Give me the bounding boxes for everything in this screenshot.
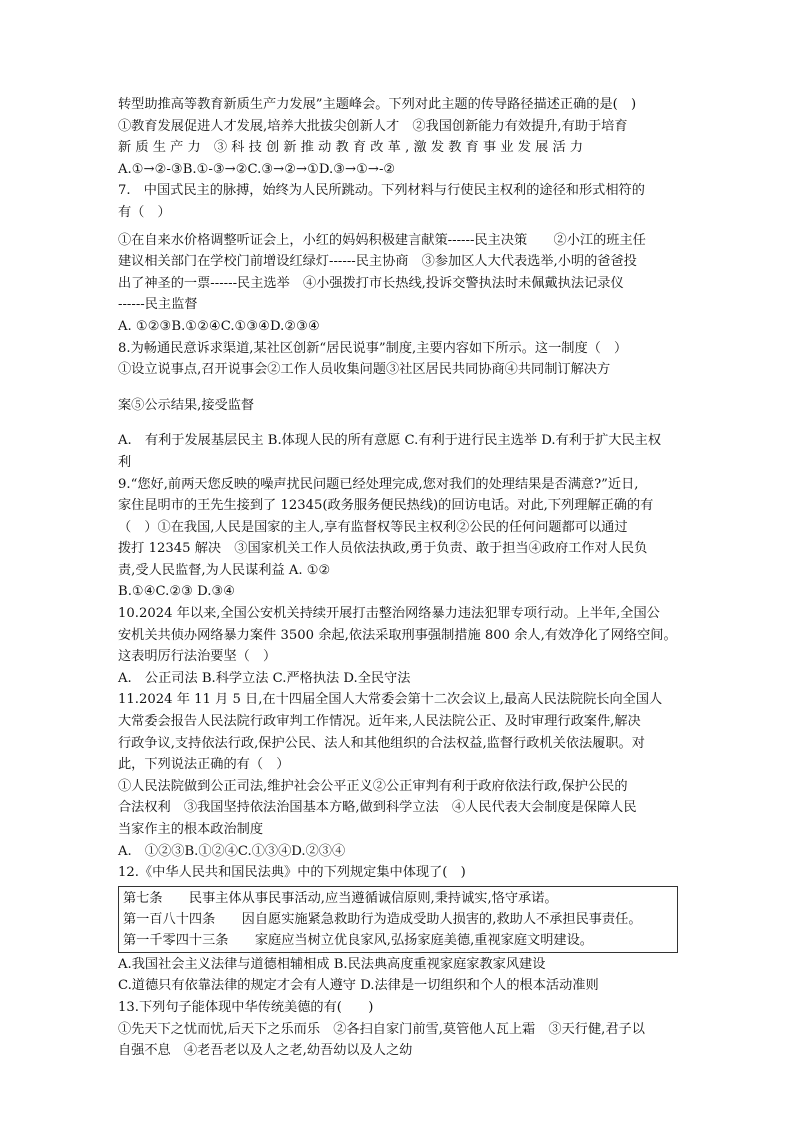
q9-option-line: （ ）①在我国,人民是国家的主人,享有监督权等民主权利②公民的任何问题都可以通过 bbox=[118, 519, 628, 535]
q8-option-line: 案⑤公示结果,接受监督 bbox=[118, 397, 255, 413]
q13-option-line: ①先天下之忧而忧,后天下之乐而乐 ②各扫自家门前雪,莫管他人瓦上霜 ③天行健,君子以 bbox=[118, 1021, 645, 1037]
q11-stem: 行政争议,支持依法行政,保护公民、法人和其他组织的合法权益,监督行政机关依法履职。对 bbox=[118, 735, 645, 751]
q9-option-line: 拨打 12345 解决 ③国家机关工作人员依法执政,勇于负责、敢于担当④政府工作对人民负 bbox=[118, 541, 648, 557]
q11-option-line: 当家作主的根本政治制度 bbox=[118, 822, 264, 837]
q7-stem: 有（ ） bbox=[118, 204, 171, 220]
table-row: 第七条 民事主体从事民事活动,应当遵循诚信原则,秉持诚实,恪守承诺。 bbox=[123, 890, 558, 906]
q7-choices: A. ①②③B.①②④C.①③④D.②③④ bbox=[118, 318, 320, 334]
q8-stem: 8.为畅通民意诉求渠道,某社区创新“居民说事”制度,主要内容如下所示。这一制度（ ） bbox=[118, 340, 628, 356]
q7-option-line: 建议相关部门在学校门前增设红绿灯------民主协商 ③参加区人大代表选举,小明的爸爸投 bbox=[118, 254, 637, 270]
q7-stem: 7. 中国式民主的脉搏，始终为人民所跳动。下列材料与行使民主权利的途径和形式相符的 bbox=[118, 183, 645, 199]
q11-stem: 此，下列说法正确的有（ ） bbox=[118, 757, 290, 773]
q7-option-line: ①在自来水价格调整听证会上，小红的妈妈积极建言献策------民主决策 ②小江的班主任 bbox=[118, 232, 646, 248]
q12-choices: C.道德只有依靠法律的规定才会有人遵守 D.法律是一切组织和个人的根本活动准则 bbox=[118, 978, 599, 994]
q7-option-line: ------民主监督 bbox=[118, 297, 198, 313]
q10-choices: A. 公正司法 B.科学立法 C.严格执法 D.全民守法 bbox=[118, 670, 411, 686]
q8-choices: 利 bbox=[118, 454, 132, 470]
q10-stem: 安机关共侦办网络暴力案件 3500 余起,依法采取刑事强制措施 800 余人,有效净化了网络空间。 bbox=[118, 627, 677, 643]
q10-stem: 10.2024 年以来,全国公安机关持续开展打击整治网络暴力违法犯罪专项行动。上半年,全国公 bbox=[118, 606, 660, 622]
q8-option-line: ①设立说事点,召开说事会②工作人员收集问题③社区居民共同协商④共同制订解决方 bbox=[118, 362, 611, 378]
q11-stem: 11.2024 年 11 月 5 日,在十四届全国人大常委会第十二次会议上,最高人民法院院长向全国人 bbox=[118, 692, 663, 708]
q12-choices: A.我国社会主义法律与道德相辅相成 B.民法典高度重视家庭家教家风建设 bbox=[118, 956, 546, 972]
q11-option-line: ①人民法院做到公正司法,维护社会公平正义②公正审判有利于政府依法行政,保护公民的 bbox=[118, 778, 628, 794]
table-row: 第一百八十四条 因自愿实施紧急救助行为造成受助人损害的,救助人不承担民事责任。 bbox=[123, 911, 642, 927]
q9-stem: 9.“您好,前两天您反映的噪声扰民问题已经处理完成,您对我们的处理结果是否满意?”近日, bbox=[118, 476, 639, 492]
document-page bbox=[118, 94, 678, 1062]
q8-choices: A. 有利于发展基层民主 B.体现人民的所有意愿 C.有利于进行民主选举 D.有利于扩大民主权 bbox=[118, 433, 662, 449]
q13-option-line: 自强不息 ④老吾老以及人之老,幼吾幼以及人之幼 bbox=[118, 1043, 413, 1059]
q13-stem: 13.下列句子能体现中华传统美德的有( ) bbox=[118, 999, 374, 1015]
q12-stem: 12.《中华人民共和国民法典》中的下列规定集中体现了( ) bbox=[118, 865, 466, 881]
q7-option-line: 出了神圣的一票------民主选举 ④小强拨打市长热线,投诉交警执法时未佩戴执法记录仪 bbox=[118, 275, 624, 291]
q6-stem-tail: 转型助推高等教育新质生产力发展”主题峰会。下列对此主题的传导路径描述正确的是( ) bbox=[118, 97, 637, 112]
q6-choices: A.①→②-③B.①-③→②C.③→②→①D.③→①→-② bbox=[118, 161, 396, 177]
q11-option-line: 合法权利 ③我国坚持依法治国基本方略,做到科学立法 ④人民代表大会制度是保障人民 bbox=[118, 800, 637, 816]
q9-choices: B.①④C.②③ D.③④ bbox=[118, 584, 236, 600]
q11-stem: 大常委会报告人民法院行政审判工作情况。近年来,人民法院公正、及时审理行政案件,解决 bbox=[118, 714, 641, 730]
q11-choices: A. ①②③B.①②④C.①③④D.②③④ bbox=[118, 843, 346, 859]
table-row: 第一千零四十三条 家庭应当树立优良家风,弘扬家庭美德,重视家庭文明建设。 bbox=[123, 932, 593, 948]
q6-option-line: ①教育发展促进人才发展,培养大批拔尖创新人才 ②我国创新能力有效提升,有助于培育 bbox=[118, 118, 628, 134]
civil-code-table bbox=[118, 886, 678, 953]
q9-option-line: 责,受人民监督,为人民谋利益 A. ①② bbox=[118, 562, 331, 578]
q6-option-line: 新 质 生 产 力 ③ 科 技 创 新 推 动 教 育 改 革 , 激 发 教 育 事 业 发 展 活 力 bbox=[118, 140, 584, 156]
q10-stem: 这表明厉行法治要坚（ ） bbox=[118, 649, 277, 665]
q9-stem: 家住昆明市的王先生接到了 12345(政务服务便民热线)的回访电话。对此,下列理解正确的有 bbox=[118, 498, 654, 514]
